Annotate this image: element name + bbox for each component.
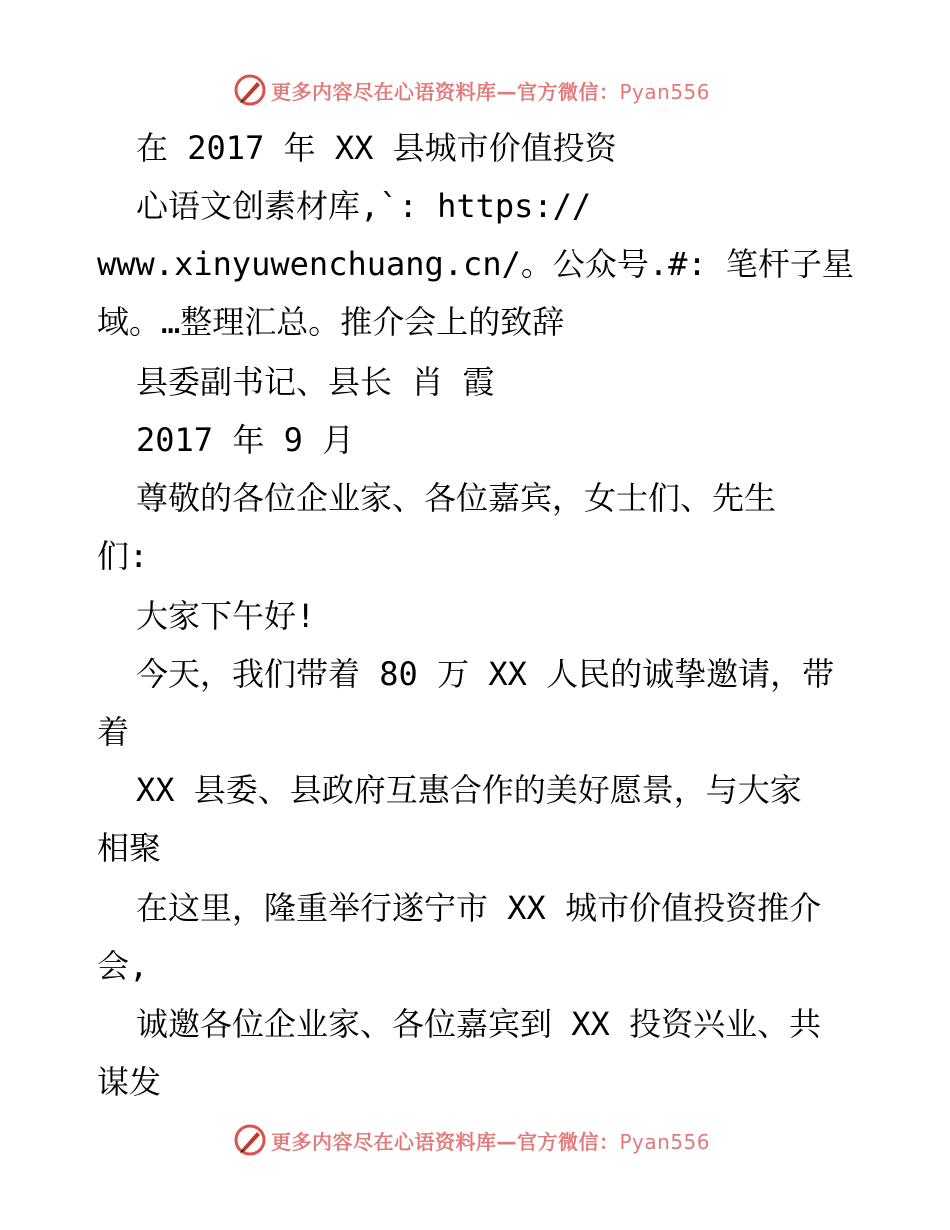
banner-text <box>271 1126 710 1155</box>
text-line: 会, <box>97 947 149 985</box>
text-line: www.xinyuwenchuang.cn/。公众号.#: 笔杆子星 <box>97 245 854 283</box>
text-line: 在这里，隆重举行遂宁市 XX 城市价值投资推介 <box>136 889 822 927</box>
text-line: XX 县委、县政府互惠合作的美好愿景，与大家 <box>136 771 802 809</box>
banner-wechat-label: 官方微信： <box>517 79 620 104</box>
text-line: 诚邀各位企业家、各位嘉宾到 XX 投资兴业、共 <box>136 1005 822 1043</box>
text-line: 着 <box>97 713 130 751</box>
text-line: 大家下午好! <box>136 597 316 635</box>
text-line: 们: <box>97 537 149 575</box>
banner-title: 更多内容尽在心语资料库 <box>271 79 497 104</box>
banner-wechat-id: Pyan556 <box>619 79 711 104</box>
text-line: 在 2017 年 XX 县城市价值投资 <box>136 129 617 167</box>
text-line: 县委副书记、县长 肖 霞 <box>136 363 495 401</box>
banner-title: 更多内容尽在心语资料库 <box>271 1129 497 1154</box>
text-line: 谋发 <box>97 1063 162 1101</box>
text-line: 尊敬的各位企业家、各位嘉宾，女士们、先生 <box>136 479 777 517</box>
text-line: 相聚 <box>97 829 162 867</box>
text-line: 2017 年 9 月 <box>136 421 355 459</box>
banner-wechat-label: 官方微信： <box>517 1129 620 1154</box>
text-line: 今天，我们带着 80 万 XX 人民的诚挚邀请，带 <box>136 655 835 693</box>
pen-logo-icon <box>233 1123 267 1157</box>
pen-logo-icon <box>233 73 267 107</box>
text-line: 域。…整理汇总。推介会上的致辞 <box>97 303 565 341</box>
text-line: 心语文创素材库,`: https:// <box>136 187 592 225</box>
banner-dash: — <box>496 1129 517 1154</box>
footer-banner <box>233 1122 710 1158</box>
banner-dash: — <box>496 79 517 104</box>
header-banner <box>233 72 710 108</box>
banner-text <box>271 76 710 105</box>
banner-wechat-id: Pyan556 <box>619 1129 711 1154</box>
